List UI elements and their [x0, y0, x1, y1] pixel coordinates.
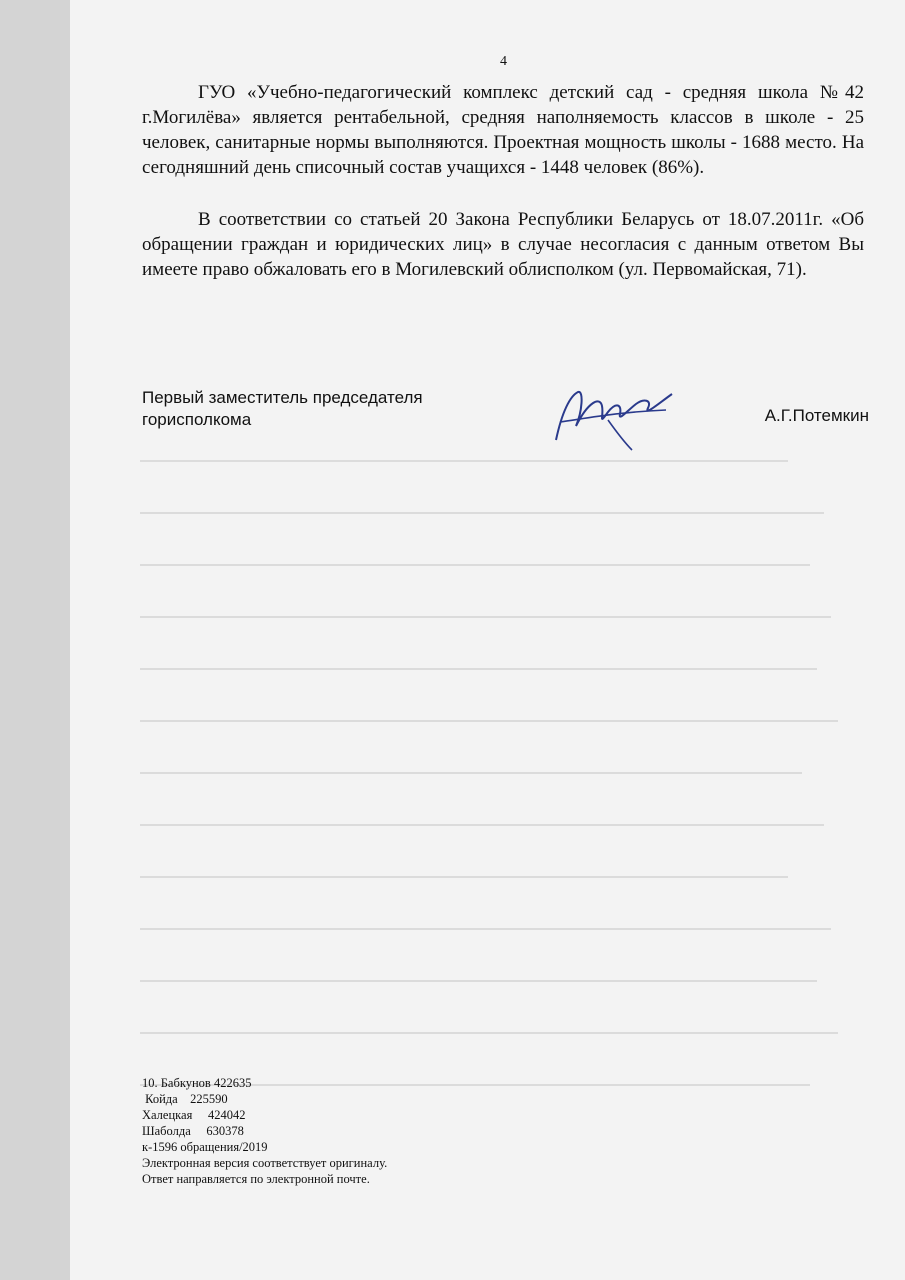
paragraph-appeal-rights: В соответствии со статьей 20 Закона Республики Беларусь от 18.07.2011г. «Об обращении граждан и юридических лиц» в случае несогласия с данным ответом Вы имеете право обжаловать его в Могилевский облисполком (ул. Первомайская, 71). — [142, 209, 864, 280]
note-line: Койда 225590 — [142, 1092, 228, 1106]
note-line: Халецкая 424042 — [142, 1108, 246, 1122]
note-line: Электронная версия соответствует оригиналу. — [142, 1156, 388, 1170]
signatory-position — [142, 387, 423, 431]
position-line-2: горисполкома — [142, 410, 252, 429]
note-line: к-1596 обращения/2019 — [142, 1140, 268, 1154]
scan-edge — [0, 0, 70, 1280]
handwritten-signature — [548, 382, 680, 452]
note-line: Шаболда 630378 — [142, 1124, 244, 1138]
note-line: Ответ направляется по электронной почте. — [142, 1172, 370, 1186]
page-number: 4 — [500, 54, 507, 69]
paragraph-school-info: ГУО «Учебно-педагогический комплекс детский сад - средняя школа №42 г.Могилёва» является рентабельной, средняя наполняемость классов в школе - 25 человек, санитарные нормы выполняются. Проектная мощность школы - 1688 место. На сегодняшний день списочный состав учащихся - 1448 человек (86%). — [142, 82, 864, 178]
position-line-1: Первый заместитель председателя — [142, 388, 423, 407]
note-line: 10. Бабкунов 422635 — [142, 1076, 252, 1090]
signatory-name: А.Г.Потемкин — [764, 406, 869, 425]
footer-notes — [142, 1075, 387, 1187]
